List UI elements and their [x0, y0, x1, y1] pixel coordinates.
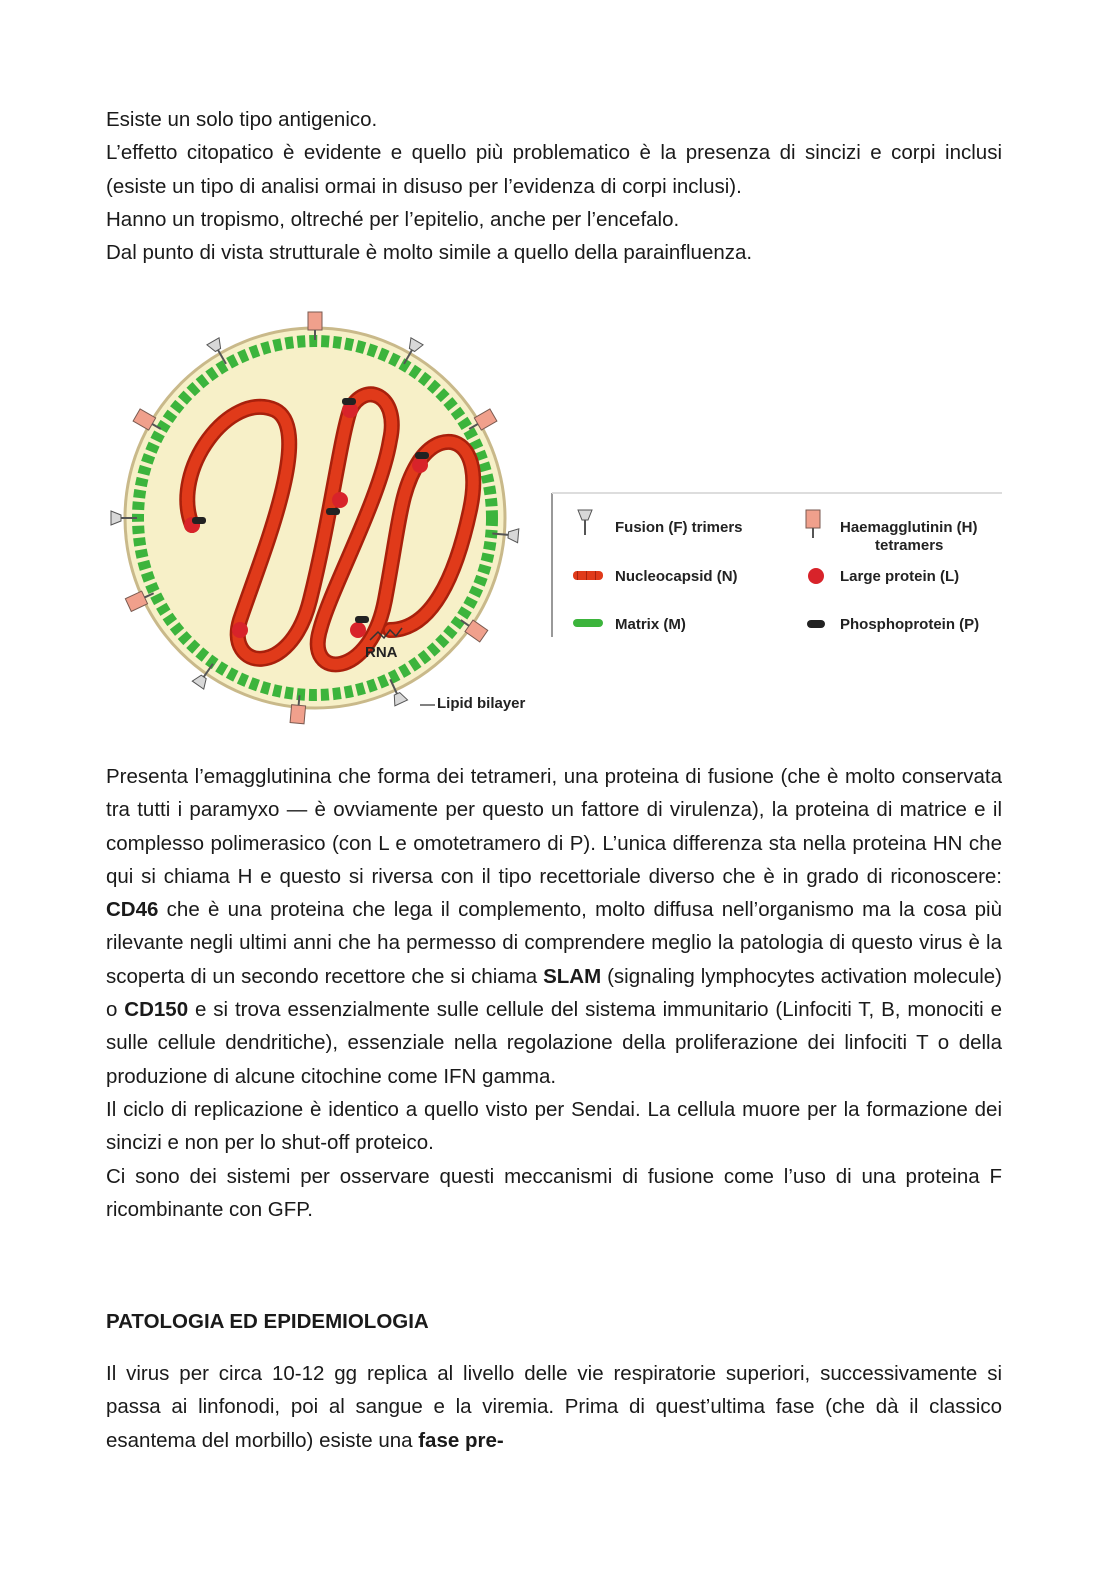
legend-nucleocapsid-label: Nucleocapsid (N) [615, 568, 738, 585]
structure-text [106, 760, 1002, 1226]
measles-virus-structure-figure [100, 300, 1010, 750]
section-text [106, 1357, 1002, 1457]
intro-paragraph: Dal punto di vista strutturale è molto simile a quello della parainfluenza. [106, 241, 753, 265]
legend-fusion-label: Fusion (F) trimers [615, 519, 743, 536]
legend-matrix-label: Matrix (M) [615, 616, 686, 633]
body-text: (signaling lymphocytes activation molecule) o [106, 964, 1002, 1022]
body-paragraph: Il ciclo di replicazione è identico a quello visto per Sendai. La cellula muore per la formazione dei sincizi e non per lo shut-off proteico. [106, 1097, 1002, 1155]
legend-fusion [578, 510, 743, 536]
body-text: Presenta l’emagglutinina che forma dei tetrameri, una proteina di fusione (che è molto conservata tra tutti i paramyxo — è ovviamente per questo un fattore di virulenza), la proteina di matrice e il complesso polimerasico (con L e omotetramero di P). L’unica differenza sta nella proteina HN che qui si chiama H e questo si riversa con il tipo recettoriale diverso che è in grado di riconoscere: [106, 765, 1002, 888]
lipid-bilayer-label: Lipid bilayer [437, 695, 526, 712]
body-text: che è una proteina che lega il complemento, molto diffusa nell’organismo ma la cosa più rilevante negli ultimi anni che ha permesso di comprendere meglio la patologia di questo virus è la scoperta di un secondo recettore che si chiama [106, 898, 1002, 988]
rna-label: RNA [365, 644, 398, 661]
intro-text [106, 103, 1002, 269]
intro-paragraph: L’effetto citopatico è evidente e quello più problematico è la presenza di sincizi e corpi inclusi (esiste un tipo di analisi ormai in disuso per l’evidenza di corpi inclusi). [106, 141, 1002, 198]
section-text-span: Il virus per circa 10-12 gg replica al livello delle vie respiratorie superiori, successivamente si passa ai linfonodi, poi al sangue e la viremia. Prima di quest’ultima fase (che dà il classico esantema del morbillo) esiste una [106, 1362, 1002, 1452]
body-paragraph: Ci sono dei sistemi per osservare questi meccanismi di fusione come l’uso di una proteina F ricombinante con GFP. [106, 1164, 1002, 1221]
section-bold-text: fase pre- [418, 1428, 504, 1452]
legend [552, 493, 1002, 637]
section-paragraph [106, 1357, 1002, 1457]
legend-large-protein [808, 568, 959, 585]
receptor-cd150: CD150 [124, 998, 189, 1022]
body-text: e si trova essenzialmente sulle cellule del sistema immunitario (Linfociti T, B, monociti e sulle cellule dendritiche), essenziale nella regolazione della proliferazione dei linfociti T o della produzione di alcune citochine come IFN gamma. [106, 998, 1002, 1088]
receptor-cd46: CD46 [106, 898, 159, 922]
legend-haemagglutinin-label-2: tetramers [875, 537, 944, 554]
intro-paragraph: Esiste un solo tipo antigenico. [106, 108, 378, 131]
legend-haemagglutinin-label: Haemagglutinin (H) [840, 519, 978, 536]
legend-phosphoprotein [807, 616, 979, 633]
section-heading: PATOLOGIA ED EPIDEMIOLOGIA [106, 1310, 429, 1333]
legend-nucleocapsid [573, 568, 738, 585]
intro-paragraph: Hanno un tropismo, oltreché per l’epitelio, anche per l’encefalo. [106, 207, 680, 231]
legend-haemagglutinin [806, 510, 978, 554]
legend-large-protein-label: Large protein (L) [840, 568, 960, 585]
legend-phosphoprotein-label: Phosphoprotein (P) [840, 616, 980, 633]
receptor-slam: SLAM [543, 964, 602, 988]
body-paragraph [106, 760, 1002, 1093]
legend-matrix [573, 616, 686, 633]
